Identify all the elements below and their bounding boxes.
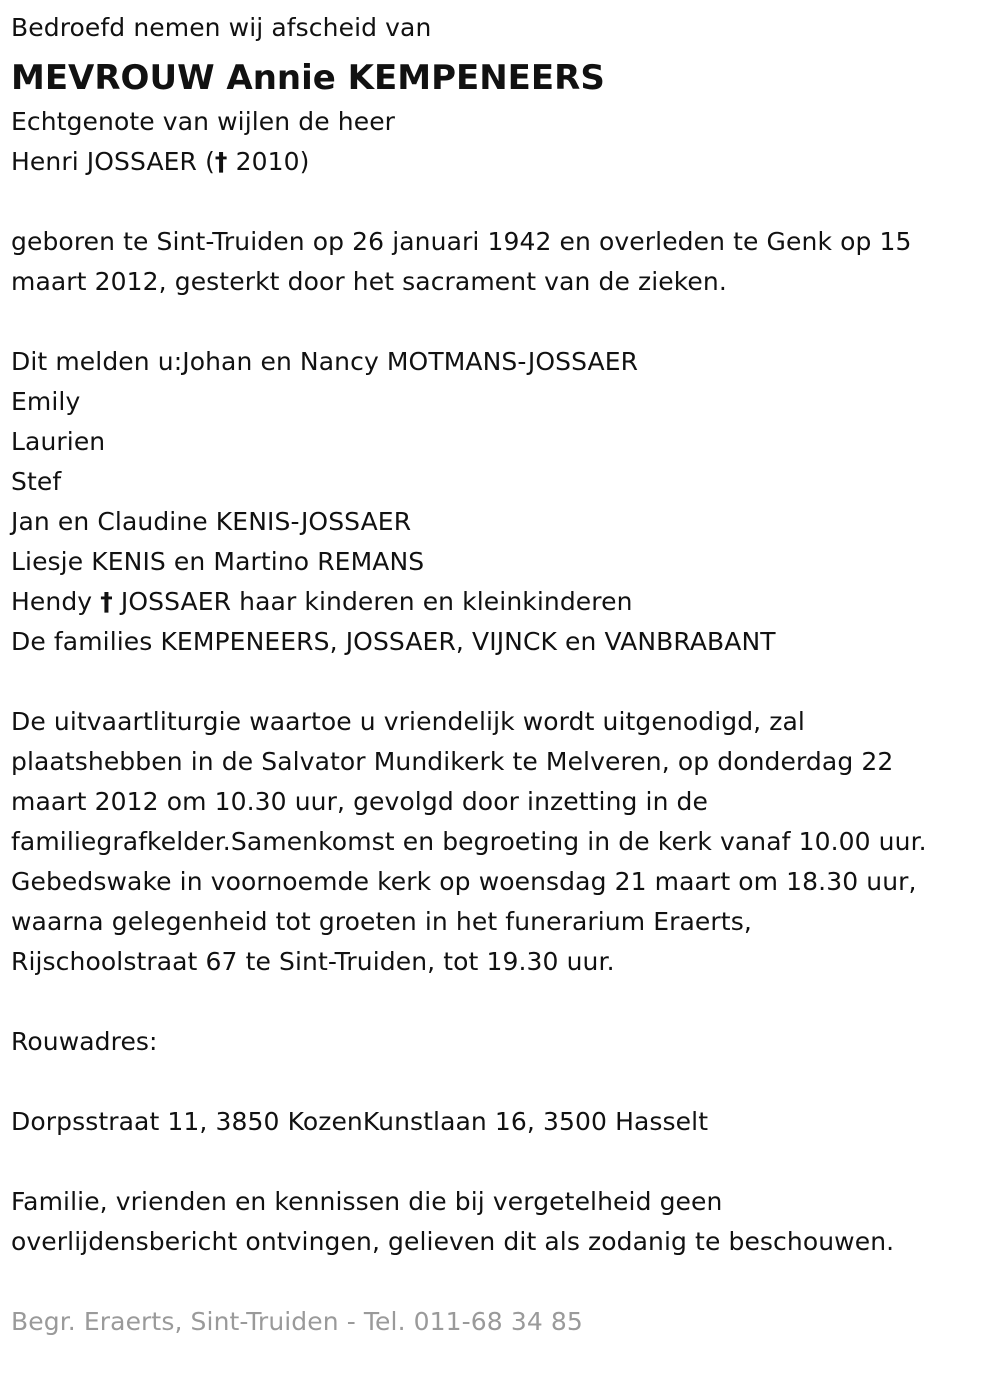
spacer xyxy=(11,302,991,342)
funeral-home-footer: Begr. Eraerts, Sint-Truiden - Tel. 011-68 34 85 xyxy=(11,1307,583,1336)
intro-text: Bedroefd nemen wij afscheid van xyxy=(11,13,432,42)
notice-line-2: overlijdensbericht ontvingen, gelieven dit als zodanig te beschouwen. xyxy=(11,1227,895,1256)
family-line-5: Jan en Claudine KENIS-JOSSAER xyxy=(11,507,412,536)
family-line-3: Laurien xyxy=(11,427,106,456)
spacer xyxy=(11,1062,991,1102)
cross-icon: † xyxy=(100,587,113,616)
ceremony-line-6: waarna gelegenheid tot groeten in het funerarium Eraerts, xyxy=(11,907,752,936)
spacer xyxy=(11,1262,991,1302)
spouse-name: Henri JOSSAER ( xyxy=(11,147,215,176)
hendy-rest: JOSSAER haar kinderen en kleinkinderen xyxy=(112,587,633,616)
ceremony-line-7: Rijschoolstraat 67 te Sint-Truiden, tot 19.30 uur. xyxy=(11,947,615,976)
birth-line-2: maart 2012, gesterkt door het sacrament van de zieken. xyxy=(11,267,727,296)
hendy-name: Hendy xyxy=(11,587,101,616)
spouse-line-1: Echtgenote van wijlen de heer xyxy=(11,107,396,136)
spacer xyxy=(11,662,991,702)
ceremony-line-3: maart 2012 om 10.30 uur, gevolgd door inzetting in de xyxy=(11,787,709,816)
spouse-line-2 xyxy=(11,142,991,182)
spouse-death-year: 2010) xyxy=(227,147,310,176)
birth-line-1: geboren te Sint-Truiden op 26 januari 1942 en overleden te Genk op 15 xyxy=(11,227,912,256)
spacer xyxy=(11,182,991,222)
family-line-6: Liesje KENIS en Martino REMANS xyxy=(11,547,425,576)
family-line-families: De families KEMPENEERS, JOSSAER, VIJNCK en VANBRABANT xyxy=(11,627,776,656)
cross-icon: † xyxy=(214,147,228,176)
family-line-2: Emily xyxy=(11,387,81,416)
ceremony-line-5: Gebedswake in voornoemde kerk op woensdag 21 maart om 18.30 uur, xyxy=(11,867,917,896)
notice-line-1: Familie, vrienden en kennissen die bij vergetelheid geen xyxy=(11,1187,723,1216)
ceremony-line-1: De uitvaartliturgie waartoe u vriendelijk wordt uitgenodigd, zal xyxy=(11,707,805,736)
address-label: Rouwadres: xyxy=(11,1027,158,1056)
spacer xyxy=(11,982,991,1022)
family-line-4: Stef xyxy=(11,467,62,496)
deceased-name: MEVROUW Annie KEMPENEERS xyxy=(11,58,605,98)
ceremony-line-4: familiegrafkelder.Samenkomst en begroeting in de kerk vanaf 10.00 uur. xyxy=(11,827,927,856)
spacer xyxy=(11,1142,991,1182)
family-line-1: Dit melden u:Johan en Nancy MOTMANS-JOSSAER xyxy=(11,347,639,376)
ceremony-line-2: plaatshebben in de Salvator Mundikerk te Melveren, op donderdag 22 xyxy=(11,747,894,776)
family-line-hendy xyxy=(11,582,991,622)
obituary-notice xyxy=(11,8,991,1342)
address-value: Dorpsstraat 11, 3850 KozenKunstlaan 16, 3500 Hasselt xyxy=(11,1107,709,1136)
